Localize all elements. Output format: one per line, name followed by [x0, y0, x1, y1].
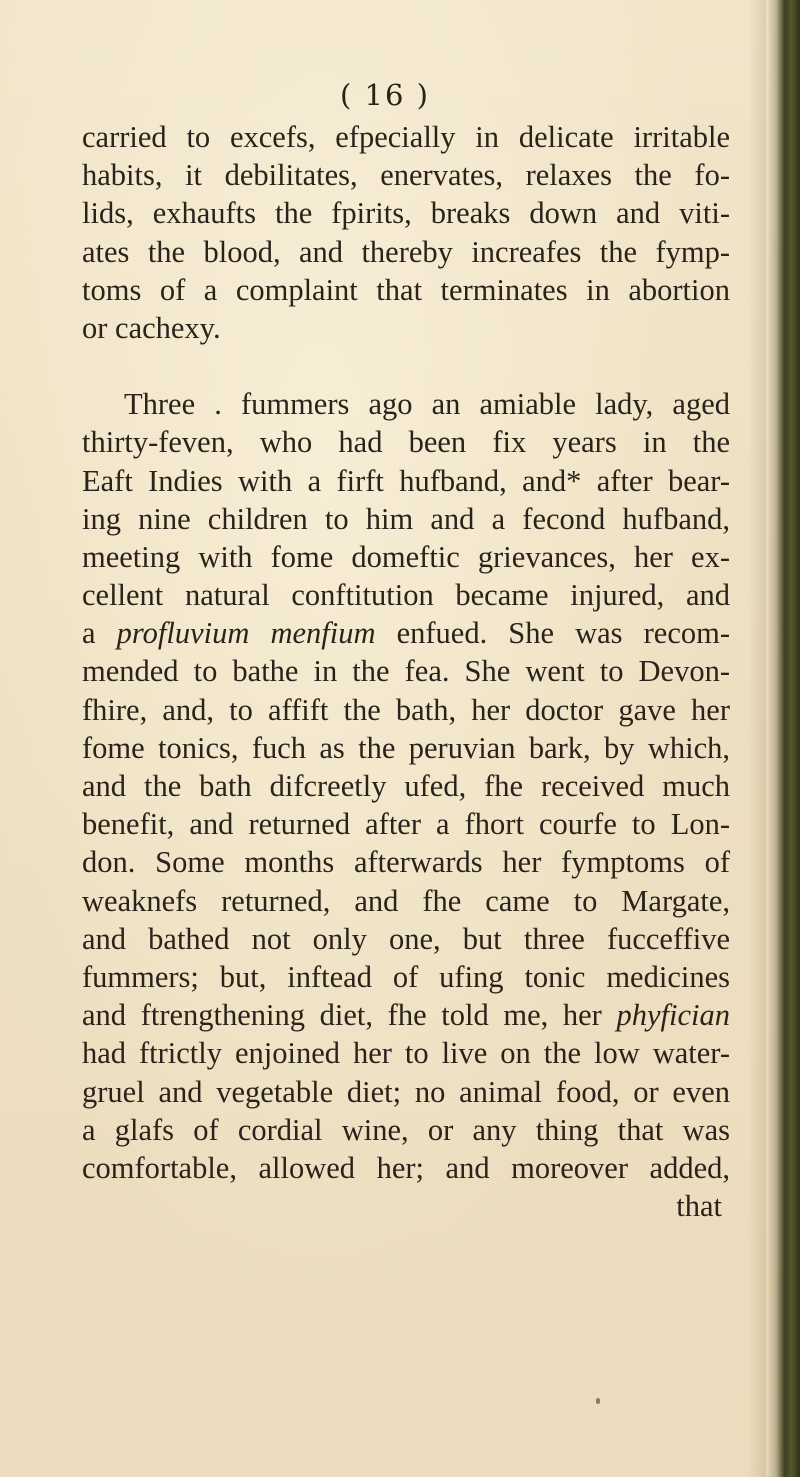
text-fragment: enfued. She was recom-	[375, 616, 731, 651]
text-line: mended to bathe in the fea. She went to Devon-	[82, 654, 730, 689]
text-line: Three . fummers ago an amiable lady, aged	[124, 387, 730, 422]
text-line-with-italic	[82, 996, 730, 1034]
text-line: a glafs of cordial wine, or any thing that was	[82, 1112, 730, 1147]
text-fragment: and ftrengthening diet, fhe told me, her	[82, 998, 617, 1033]
page-edge-binding	[766, 0, 800, 1477]
text-line: lids, exhaufts the fpirits, breaks down and viti-	[82, 196, 730, 231]
text-line: and bathed not only one, but three fucceffive	[82, 921, 730, 956]
text-line: or cachexy.	[82, 310, 221, 345]
text-line: carried to excefs, efpecially in delicate irritable	[82, 120, 730, 154]
text-line: comfortable, allowed her; and moreover added,	[82, 1150, 730, 1185]
catchword: that	[676, 1189, 722, 1224]
text-line: fome tonics, fuch as the peruvian bark, by which,	[82, 730, 730, 765]
text-line: meeting with fome domeftic grievances, her ex-	[82, 539, 730, 574]
page-gutter-shade	[748, 0, 766, 1477]
italic-term: phyfician	[616, 998, 730, 1033]
text-line: thirty-feven, who had been fix years in the	[82, 425, 730, 460]
ink-speck	[596, 1398, 600, 1404]
text-line: don. Some months afterwards her fymptoms of	[82, 845, 730, 880]
text-line: benefit, and returned after a fhort courfe to Lon-	[82, 807, 730, 842]
text-line: weaknefs returned, and fhe came to Margate,	[82, 883, 730, 918]
text-line: ates the blood, and thereby increafes the fymp-	[82, 234, 730, 269]
text-line: toms of a complaint that terminates in abortion	[82, 272, 730, 307]
text-line: had ftrictly enjoined her to live on the low water-	[82, 1036, 730, 1071]
text-line: ing nine children to him and a fecond hufband,	[82, 501, 730, 536]
text-line: fhire, and, to affift the bath, her doctor gave her	[82, 692, 730, 727]
text-line: and the bath difcreetly ufed, fhe received much	[82, 769, 730, 803]
text-line-with-italic	[82, 614, 730, 652]
body-text	[82, 118, 730, 1225]
page-number-header: ( 16 )	[340, 78, 430, 112]
paragraph-gap	[82, 347, 730, 385]
italic-term: profluvium menfium	[116, 616, 376, 651]
text-line: habits, it debilitates, enervates, relaxes the fo-	[82, 158, 730, 193]
text-line: Eaft Indies with a firft hufband, and* after bear-	[82, 463, 730, 498]
text-fragment: a	[82, 616, 117, 651]
text-line: gruel and vegetable diet; no animal food, or even	[82, 1074, 730, 1109]
text-line: fummers; but, inftead of ufing tonic medicines	[82, 959, 730, 994]
text-line: cellent natural conftitution became injured, and	[82, 578, 730, 613]
